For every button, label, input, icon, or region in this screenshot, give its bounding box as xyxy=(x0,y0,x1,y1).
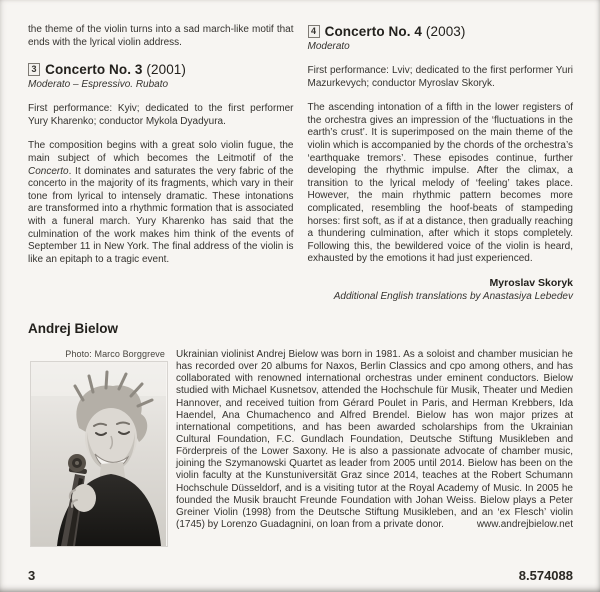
work-description: The ascending intonation of a fifth in the lower registers of the orchestra gives an impression of the ‘fluctuations in the earth’s crust’. It is superimposed on the main theme of the violin which is accompanied by the chords of the orchestra’s ‘earthquake tremors’. These episodes continue, further developing the rhythmic impulse. After the climax, a transition to the lyrical melody of ‘feeling’ takes place. However, the main rhythmic pattern becomes more complicated, resembling the hoof-beats of stampeding horses: first soft, as if at a distance, then gradually reaching a thundering culmination, after which it stops completely. Following this, the bewildered voice of the violin is heard, exhausted by the emotions it had just experienced. xyxy=(307,102,574,265)
column-right xyxy=(308,24,574,302)
work-year: (2001) xyxy=(146,62,187,78)
photo-credit: Photo: Marco Borggreve xyxy=(65,348,165,359)
artist-biography: Ukrainian violinist Andrej Bielow was born in 1981. As a soloist and chamber musician he has recorded over 20 albums for Naxos, Berlin Classics and cpo among others, and has collaborated with renowned international orchestras under eminent conductors. Bielow studied with Michael Kusnetsov, attended the Hochschule für Musik, Theater und Medien Hannover, and received tuition from Gérard Poulet in Paris, and Herman Krebbers, Ida Haendel, Ana Chumachenco and Alfred Brendel. Bielow has won major prizes at international competitions, and has been awarded scholarships from the Ukrainian Cultural Foundation, F.C. Gundlach Foundation, Deutsche Stiftung Musikleben and Förderpreis of the Lower Saxony. He is also a passionate advocate of chamber music, joining the Szymanowski Quartet as leader from 2005 until 2014. Bielow has been on the violin faculty at the Kunstuniversität Graz since 2014, teaches at the Robert Schumann Hochschule Düsseldorf, and is a visiting tutor at the Royal Academy of Music. In 2005 he founded the Musik braucht Freunde Foundation with Johan Weiss. Bielow plays a Peter Greiner Violin (1998) from the Deutsche Stiftung Musikleben, and an ‘ex Flesch’ violin (1745) by Lorenzo Guadagnini, on loan from a private donor. xyxy=(176,348,573,531)
translation-credit: Additional English translations by Anastasiya Lebedev xyxy=(333,290,573,302)
premiere-note: First performance: Lviv; dedicated to the first performer Yuri Mazurkevych; conductor Myroslav Skoryk. xyxy=(307,65,573,89)
artist-website: www.andrejbielow.net xyxy=(476,519,573,531)
description-text: The composition begins with a great solo violin fugue, the main subject of which becomes the Leitmotif of the xyxy=(28,140,294,164)
work-year: (2003) xyxy=(425,24,466,39)
author-signature: Myroslav Skoryk xyxy=(489,276,573,289)
description-text: . It dominates and saturates the very fabric of the concerto in the majority of its fragments, which vary in their tone from lyrical to intensely dramatic. These intonations are transformed into a rhythmic formation that is associated with a funeral march. Yury Kharenko has said that the culmination of the work makes him think of the events of September 11 in New York. The final address of the violin is like an epitaph to a tragic event. xyxy=(28,165,294,265)
artist-name-heading: Andrej Bielow xyxy=(28,320,119,336)
bio-column xyxy=(176,349,573,531)
page-footer xyxy=(28,568,573,583)
work-title: Concerto No. 3 xyxy=(45,62,143,78)
description-italic-word: Concerto xyxy=(28,165,69,177)
photo-column xyxy=(28,349,167,546)
column-left xyxy=(28,24,294,302)
work-description xyxy=(28,140,294,266)
work-heading-concerto-3 xyxy=(28,62,294,77)
artist-portrait-photo xyxy=(31,362,167,546)
work-heading-concerto-4 xyxy=(308,24,574,39)
track-number-box: 4 xyxy=(308,25,320,38)
tempo-marking: Moderato xyxy=(307,41,350,52)
work-title: Concerto No. 4 xyxy=(324,24,423,39)
intro-paragraph: the theme of the violin turns into a sad march-like motif that ends with the lyrical violin address. xyxy=(28,24,294,48)
tempo-marking: Moderato – Espressivo. Rubato xyxy=(28,79,169,91)
artist-bio-section xyxy=(28,349,573,546)
page-number: 3 xyxy=(28,568,36,583)
premiere-note: First performance: Kyiv; dedicated to the first performer Yury Kharenko; conductor Mykola Dyadyura. xyxy=(28,103,294,127)
catalog-number: 8.574088 xyxy=(518,568,573,583)
track-number-box: 3 xyxy=(28,63,40,76)
notes-columns xyxy=(28,24,573,302)
